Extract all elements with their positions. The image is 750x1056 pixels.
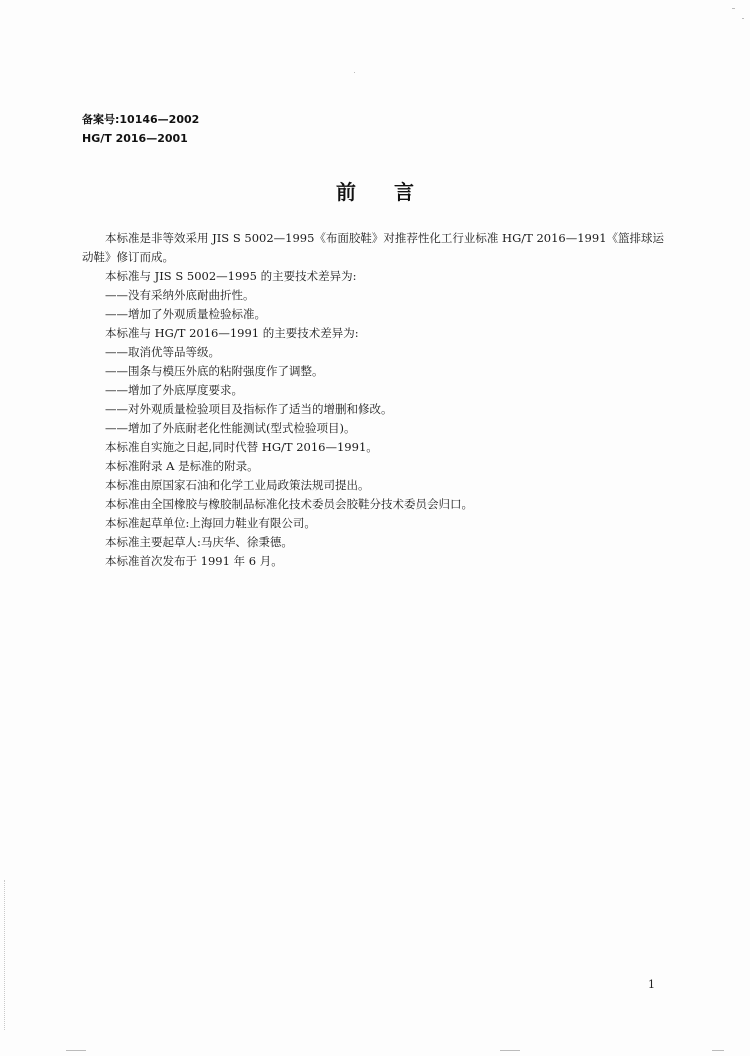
scan-speck [500,1050,520,1051]
page-number: 1 [648,978,655,991]
scan-speck [66,1050,86,1051]
paragraph-drafting-unit: 本标准起草单位:上海回力鞋业有限公司。 [105,516,316,530]
paragraph-hgt-diff: 本标准与 HG/T 2016—1991 的主要技术差异为: [105,326,359,340]
paragraph-annex: 本标准附录 A 是标准的附录。 [105,459,259,473]
scan-edge-dots [4,880,6,1030]
scan-speck [712,1050,724,1051]
list-item: ——增加了外观质量检验标准。 [105,307,266,321]
list-item: ——围条与模压外底的粘附强度作了调整。 [105,364,324,378]
standard-number: HG/T 2016—2001 [82,132,188,145]
standard-header [82,110,199,148]
record-number: 备案号:10146—2002 [82,113,200,126]
page-title: 前言 [336,180,452,204]
scan-speck [732,8,735,9]
paragraph-drafters: 本标准主要起草人:马庆华、徐秉德。 [105,535,293,549]
list-item: ——增加了外底耐老化性能测试(型式检验项目)。 [105,421,356,435]
list-item: ——对外观质量检验项目及指标作了适当的增删和修改。 [105,402,393,416]
paragraph-replaces: 本标准自实施之日起,同时代替 HG/T 2016—1991。 [105,440,378,454]
paragraph-proposed-by: 本标准由原国家石油和化学工业局政策法规司提出。 [105,478,370,492]
foreword-body [82,229,672,571]
list-item: ——增加了外底厚度要求。 [105,383,243,397]
paragraph-intro: 本标准是非等效采用 JIS S 5002—1995《布面胶鞋》对推荐性化工行业标准 HG/T 2016—1991《篮排球运动鞋》修订而成。 [82,231,665,264]
scan-speck [742,18,744,19]
list-item: ——没有采纳外底耐曲折性。 [105,288,255,302]
paragraph-first-issue: 本标准首次发布于 1991 年 6 月。 [105,554,283,568]
scan-speck [354,72,355,73]
paragraph-centralized-by: 本标准由全国橡胶与橡胶制品标准化技术委员会胶鞋分技术委员会归口。 [105,497,473,511]
list-item: ——取消优等品等级。 [105,345,220,359]
paragraph-jis-diff: 本标准与 JIS S 5002—1995 的主要技术差异为: [105,269,357,283]
